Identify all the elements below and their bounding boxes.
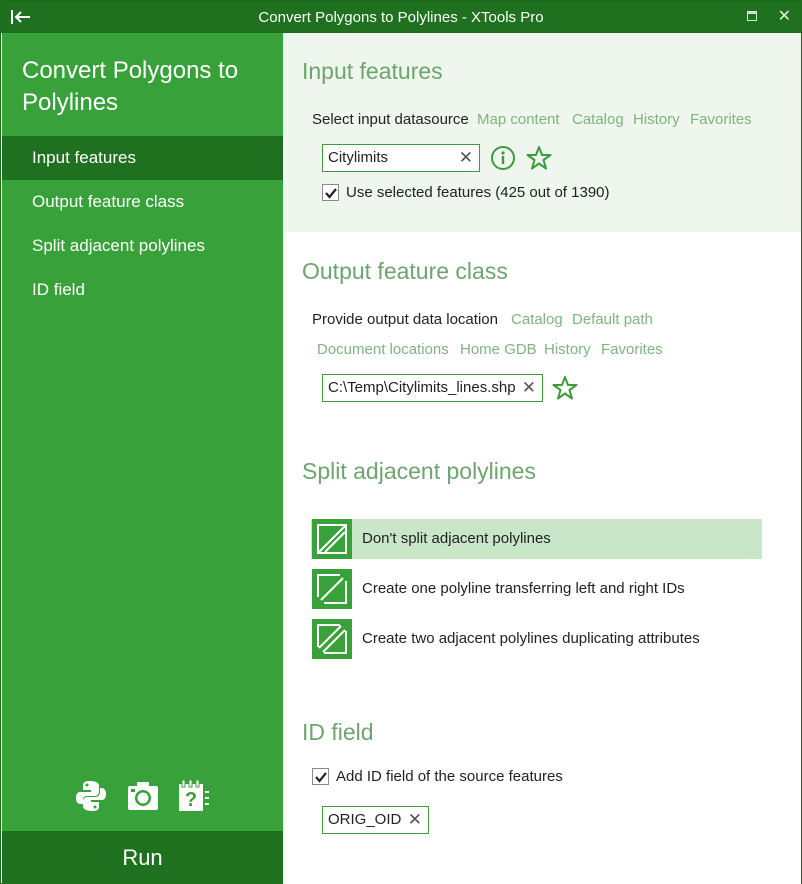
history-link[interactable]: History — [633, 111, 680, 128]
single-polyline-icon — [312, 569, 352, 609]
run-button[interactable]: Run — [2, 831, 283, 884]
favorite-star-icon[interactable] — [526, 145, 552, 171]
option-dont-split[interactable] — [311, 519, 762, 559]
id-field-name-field[interactable] — [322, 806, 429, 834]
id-field-name-value: ORIG_OID — [328, 811, 402, 828]
sidebar-item-split-adjacent-polylines[interactable]: Split adjacent polylines — [32, 236, 205, 255]
tool-title: Convert Polygons to Polylines — [22, 57, 239, 116]
home-gdb-link[interactable]: Home GDB — [460, 341, 537, 358]
add-id-field-label: Add ID field of the source features — [336, 768, 563, 785]
sidebar-item-input-features[interactable]: Input features — [2, 136, 283, 180]
use-selected-checkbox[interactable] — [322, 184, 339, 201]
double-polyline-icon — [312, 619, 352, 659]
clear-icon[interactable]: ✕ — [521, 378, 536, 397]
select-datasource-label: Select input datasource — [312, 111, 469, 128]
favorite-star-icon[interactable] — [552, 375, 578, 401]
sidebar — [2, 33, 283, 884]
maximize-icon[interactable] — [747, 11, 757, 21]
no-split-icon — [312, 519, 352, 559]
sidebar-nav — [2, 136, 283, 312]
add-id-field-checkbox[interactable] — [312, 768, 329, 785]
id-field-heading: ID field — [302, 719, 374, 745]
output-path-field[interactable] — [322, 374, 543, 402]
option-two-polylines[interactable] — [311, 619, 762, 659]
output-favorites-link[interactable]: Favorites — [601, 341, 663, 358]
clear-icon[interactable]: ✕ — [407, 810, 422, 829]
sidebar-tools — [74, 778, 214, 818]
option-two-polylines-label: Create two adjacent polylines duplicating attributes — [362, 630, 700, 647]
input-datasource-value: Citylimits — [328, 149, 388, 166]
output-history-link[interactable]: History — [544, 341, 591, 358]
clear-icon[interactable]: ✕ — [458, 148, 473, 167]
option-single-polyline-label: Create one polyline transferring left and right IDs — [362, 580, 685, 597]
default-path-link[interactable]: Default path — [572, 311, 653, 328]
input-features-heading: Input features — [302, 58, 443, 84]
help-icon[interactable] — [176, 778, 210, 814]
output-feature-class-heading: Output feature class — [302, 258, 508, 284]
checkmark-icon — [314, 770, 328, 784]
close-icon[interactable]: ✕ — [777, 8, 791, 25]
output-location-label: Provide output data location — [312, 311, 498, 328]
output-catalog-link[interactable]: Catalog — [511, 311, 563, 328]
sidebar-item-output-feature-class[interactable]: Output feature class — [32, 192, 185, 211]
use-selected-label: Use selected features (425 out of 1390) — [346, 184, 610, 201]
camera-icon[interactable] — [126, 778, 160, 814]
favorites-link[interactable]: Favorites — [690, 111, 752, 128]
input-features-section — [283, 33, 801, 232]
sidebar-item-id-field[interactable]: ID field — [32, 280, 85, 299]
map-content-link[interactable]: Map content — [477, 111, 560, 128]
catalog-link[interactable]: Catalog — [572, 111, 624, 128]
split-adjacent-heading: Split adjacent polylines — [302, 458, 536, 484]
info-icon[interactable] — [490, 145, 516, 171]
option-single-polyline[interactable] — [311, 569, 762, 609]
option-dont-split-label: Don't split adjacent polylines — [362, 530, 551, 547]
input-datasource-field[interactable] — [322, 144, 480, 172]
python-icon[interactable] — [74, 778, 108, 814]
document-locations-link[interactable]: Document locations — [317, 341, 449, 358]
window-title: Convert Polygons to Polylines - XTools Pro — [258, 9, 544, 26]
svg-text:?: ? — [184, 789, 198, 811]
title-bar — [1, 1, 801, 33]
output-path-value: C:\Temp\Citylimits_lines.shp — [328, 379, 516, 396]
main-content — [283, 33, 801, 884]
checkmark-icon — [324, 186, 338, 200]
